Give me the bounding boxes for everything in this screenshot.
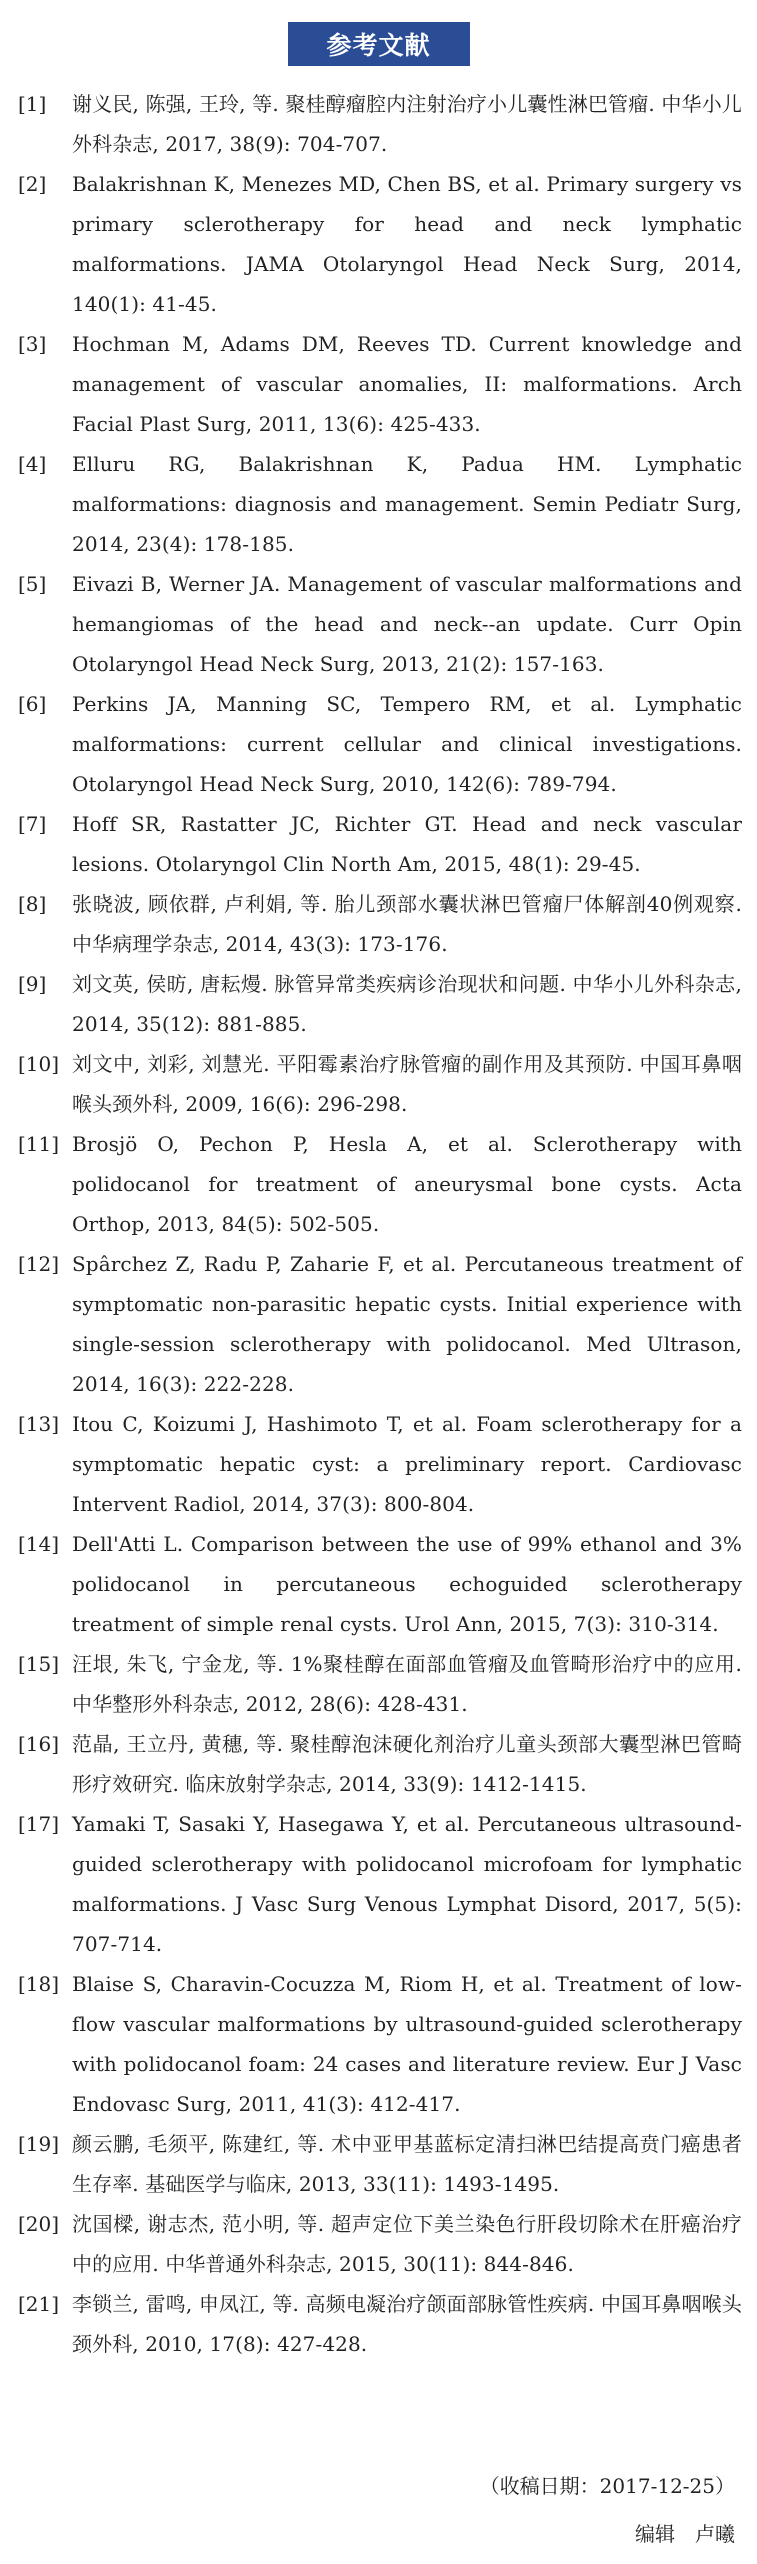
reference-text: Brosjö O, Pechon P, Hesla A, et al. Sclerotherapy with polidocanol for treatment of aneurysmal bone cysts. Acta Orthop, 2013, 84(5): 502-505. [72,1132,742,1236]
reference-item [18,164,742,324]
reference-text: 谢义民, 陈强, 王玲, 等. 聚桂醇瘤腔内注射治疗小儿囊性淋巴管瘤. 中华小儿外科杂志, 2017, 38(9): 704-707. [72,92,742,156]
reference-item [18,2284,742,2364]
reference-number: [4] [18,452,47,476]
reference-item [18,2124,742,2204]
reference-text: Eivazi B, Werner JA. Management of vascular malformations and hemangiomas of the head and neck--an update. Curr Opin Otolaryngol Head Neck Surg, 2013, 21(2): 157-163. [72,572,742,676]
references-header [0,22,757,66]
references-list [18,84,742,2364]
reference-text: Itou C, Koizumi J, Hashimoto T, et al. Foam sclerotherapy for a symptomatic hepatic cyst: a preliminary report. Cardiovasc Intervent Radiol, 2014, 37(3): 800-804. [72,1412,742,1516]
reference-item [18,964,742,1044]
reference-item [18,804,742,884]
reference-number: [12] [18,1252,60,1276]
reference-text: Yamaki T, Sasaki Y, Hasegawa Y, et al. Percutaneous ultrasound-guided sclerotherapy with polidocanol microfoam for lymphatic malformations. J Vasc Surg Venous Lymphat Disord, 2017, 5(5): 707-714. [72,1812,742,1956]
reference-item [18,1124,742,1244]
reference-number: [5] [18,572,47,596]
reference-text: Hochman M, Adams DM, Reeves TD. Current knowledge and management of vascular anomalies, II: malformations. Arch Facial Plast Surg, 2011, 13(6): 425-433. [72,332,742,436]
reference-number: [10] [18,1052,60,1076]
reference-text: Blaise S, Charavin-Cocuzza M, Riom H, et al. Treatment of low-flow vascular malformations by ultrasound-guided sclerotherapy with polidocanol foam: 24 cases and literature review. Eur J Vasc Endovasc Surg, 2011, 41(3): 412-417. [72,1972,742,2116]
reference-item [18,1524,742,1644]
editor-credit: 编辑 卢曦 [635,2522,735,2546]
reference-item [18,2204,742,2284]
reference-number: [7] [18,812,47,836]
reference-number: [1] [18,92,47,116]
references-title: 参考文献 [288,22,470,66]
reference-text: Spârchez Z, Radu P, Zaharie F, et al. Percutaneous treatment of symptomatic non-parasitic hepatic cysts. Initial experience with single-session sclerotherapy with polidocanol. Med Ultrason, 2014, 16(3): 222-228. [72,1252,742,1396]
reference-number: [14] [18,1532,60,1556]
reference-number: [20] [18,2212,60,2236]
reference-text: 李锁兰, 雷鸣, 申凤江, 等. 高频电凝治疗颌面部脉管性疾病. 中国耳鼻咽喉头颈外科, 2010, 17(8): 427-428. [72,2292,742,2356]
reference-item [18,564,742,684]
reference-item [18,1404,742,1524]
reference-number: [19] [18,2132,60,2156]
reference-text: 张晓波, 顾依群, 卢利娟, 等. 胎儿颈部水囊状淋巴管瘤尸体解剖40例观察. 中华病理学杂志, 2014, 43(3): 173-176. [72,892,742,956]
reference-item [18,1044,742,1124]
reference-text: 刘文英, 侯昉, 唐耘熳. 脉管异常类疾病诊治现状和问题. 中华小儿外科杂志, 2014, 35(12): 881-885. [72,972,742,1036]
reference-item [18,444,742,564]
reference-text: 刘文中, 刘彩, 刘慧光. 平阳霉素治疗脉管瘤的副作用及其预防. 中国耳鼻咽喉头颈外科, 2009, 16(6): 296-298. [72,1052,742,1116]
reference-text: Hoff SR, Rastatter JC, Richter GT. Head and neck vascular lesions. Otolaryngol Clin North Am, 2015, 48(1): 29-45. [72,812,742,876]
reference-number: [9] [18,972,47,996]
reference-item [18,684,742,804]
reference-number: [16] [18,1732,60,1756]
reference-item [18,1964,742,2124]
reference-text: 颜云鹏, 毛须平, 陈建红, 等. 术中亚甲基蓝标定清扫淋巴结提高贲门癌患者生存率. 基础医学与临床, 2013, 33(11): 1493-1495. [72,2132,742,2196]
reference-text: Perkins JA, Manning SC, Tempero RM, et al. Lymphatic malformations: current cellular and clinical investigations. Otolaryngol Head Neck Surg, 2010, 142(6): 789-794. [72,692,742,796]
reference-number: [2] [18,172,47,196]
reference-number: [21] [18,2292,60,2316]
reference-number: [13] [18,1412,60,1436]
reference-number: [8] [18,892,47,916]
reference-text: Balakrishnan K, Menezes MD, Chen BS, et al. Primary surgery vs primary sclerotherapy for head and neck lymphatic malformations. JAMA Otolaryngol Head Neck Surg, 2014, 140(1): 41-45. [72,172,742,316]
reference-item [18,884,742,964]
reference-number: [6] [18,692,47,716]
reference-text: Elluru RG, Balakrishnan K, Padua HM. Lymphatic malformations: diagnosis and management. Semin Pediatr Surg, 2014, 23(4): 178-185. [72,452,742,556]
reference-text: 沈国樑, 谢志杰, 范小明, 等. 超声定位下美兰染色行肝段切除术在肝癌治疗中的应用. 中华普通外科杂志, 2015, 30(11): 844-846. [72,2212,742,2276]
reference-text: 范晶, 王立丹, 黄穗, 等. 聚桂醇泡沫硬化剂治疗儿童头颈部大囊型淋巴管畸形疗效研究. 临床放射学杂志, 2014, 33(9): 1412-1415. [72,1732,742,1796]
received-date: （收稿日期：2017-12-25） [479,2474,735,2498]
reference-item [18,84,742,164]
reference-item [18,324,742,444]
reference-item [18,1724,742,1804]
reference-item [18,1244,742,1404]
reference-number: [18] [18,1972,60,1996]
reference-number: [17] [18,1812,60,1836]
reference-text: Dell'Atti L. Comparison between the use of 99% ethanol and 3% polidocanol in percutaneous echoguided sclerotherapy treatment of simple renal cysts. Urol Ann, 2015, 7(3): 310-314. [72,1532,742,1636]
reference-text: 汪垠, 朱飞, 宁金龙, 等. 1%聚桂醇在面部血管瘤及血管畸形治疗中的应用. 中华整形外科杂志, 2012, 28(6): 428-431. [72,1652,742,1716]
reference-number: [11] [18,1132,60,1156]
reference-item [18,1804,742,1964]
reference-number: [15] [18,1652,60,1676]
reference-item [18,1644,742,1724]
reference-number: [3] [18,332,47,356]
